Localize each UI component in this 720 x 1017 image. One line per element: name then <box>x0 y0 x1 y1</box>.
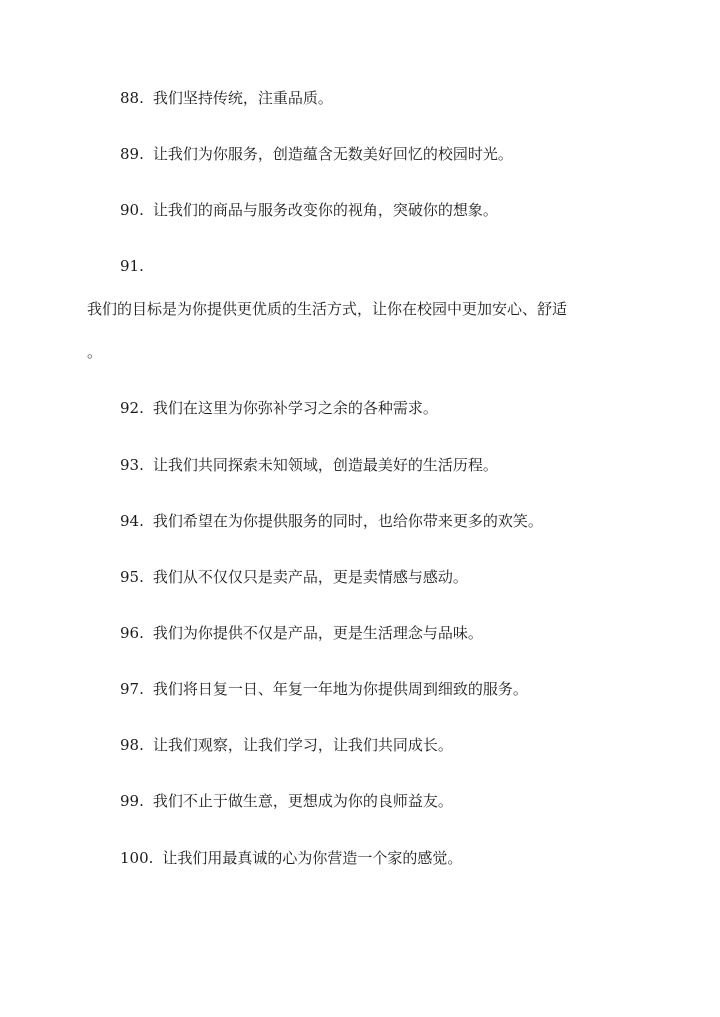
list-item-100 <box>120 848 462 868</box>
item-text: 让我们用最真诚的心为你营造一个家的感觉。 <box>162 849 463 867</box>
item-text: 让我们共同探索未知领域，创造最美好的生活历程。 <box>152 456 498 474</box>
item-text: 我们从不仅仅只是卖产品，更是卖情感与感动。 <box>152 568 468 586</box>
item-number: 96. <box>120 624 144 642</box>
item-number: 93. <box>120 456 144 474</box>
item-number: 98. <box>120 736 144 754</box>
list-item-93 <box>120 455 498 475</box>
item-text: 我们将日复一日、年复一年地为你提供周到细致的服务。 <box>152 680 528 698</box>
list-item-88 <box>120 88 333 108</box>
list-item-99 <box>120 791 453 811</box>
item-text: 我们希望在为你提供服务的同时，也给你带来更多的欢笑。 <box>152 512 543 530</box>
item-number: 97. <box>120 680 144 698</box>
item-text: 我们不止于做生意，更想成为你的良师益友。 <box>152 792 453 810</box>
item-text: 我们为你提供不仅是产品，更是生活理念与品味。 <box>152 624 483 642</box>
list-item-94 <box>120 511 543 531</box>
item-number: 92. <box>120 399 144 417</box>
item-number: 94. <box>120 512 144 530</box>
item-number: 89. <box>120 145 144 163</box>
list-item-91-text-line1 <box>87 299 567 319</box>
list-item-98 <box>120 735 453 755</box>
item-text: 让我们的商品与服务改变你的视角，突破你的想象。 <box>152 201 498 219</box>
list-item-91-text-line2 <box>87 342 102 362</box>
item-text: 我们的目标是为你提供更优质的生活方式，让你在校园中更加安心、舒适 <box>87 300 568 318</box>
list-item-97 <box>120 679 528 699</box>
list-item-90 <box>120 200 498 220</box>
item-text: 我们在这里为你弥补学习之余的各种需求。 <box>152 399 438 417</box>
item-number: 100. <box>120 849 154 867</box>
item-number: 95. <box>120 568 144 586</box>
list-item-91-number <box>120 256 153 276</box>
list-item-92 <box>120 398 438 418</box>
item-text: 我们坚持传统，注重品质。 <box>152 89 333 107</box>
item-number: 90. <box>120 201 144 219</box>
item-text: 让我们观察，让我们学习，让我们共同成长。 <box>152 736 453 754</box>
item-number: 99. <box>120 792 144 810</box>
item-text: 。 <box>87 343 103 361</box>
list-item-96 <box>120 623 483 643</box>
list-item-89 <box>120 144 513 164</box>
item-number: 91. <box>120 257 144 275</box>
list-item-95 <box>120 567 468 587</box>
item-number: 88. <box>120 89 144 107</box>
item-text: 让我们为你服务，创造蕴含无数美好回忆的校园时光。 <box>152 145 513 163</box>
